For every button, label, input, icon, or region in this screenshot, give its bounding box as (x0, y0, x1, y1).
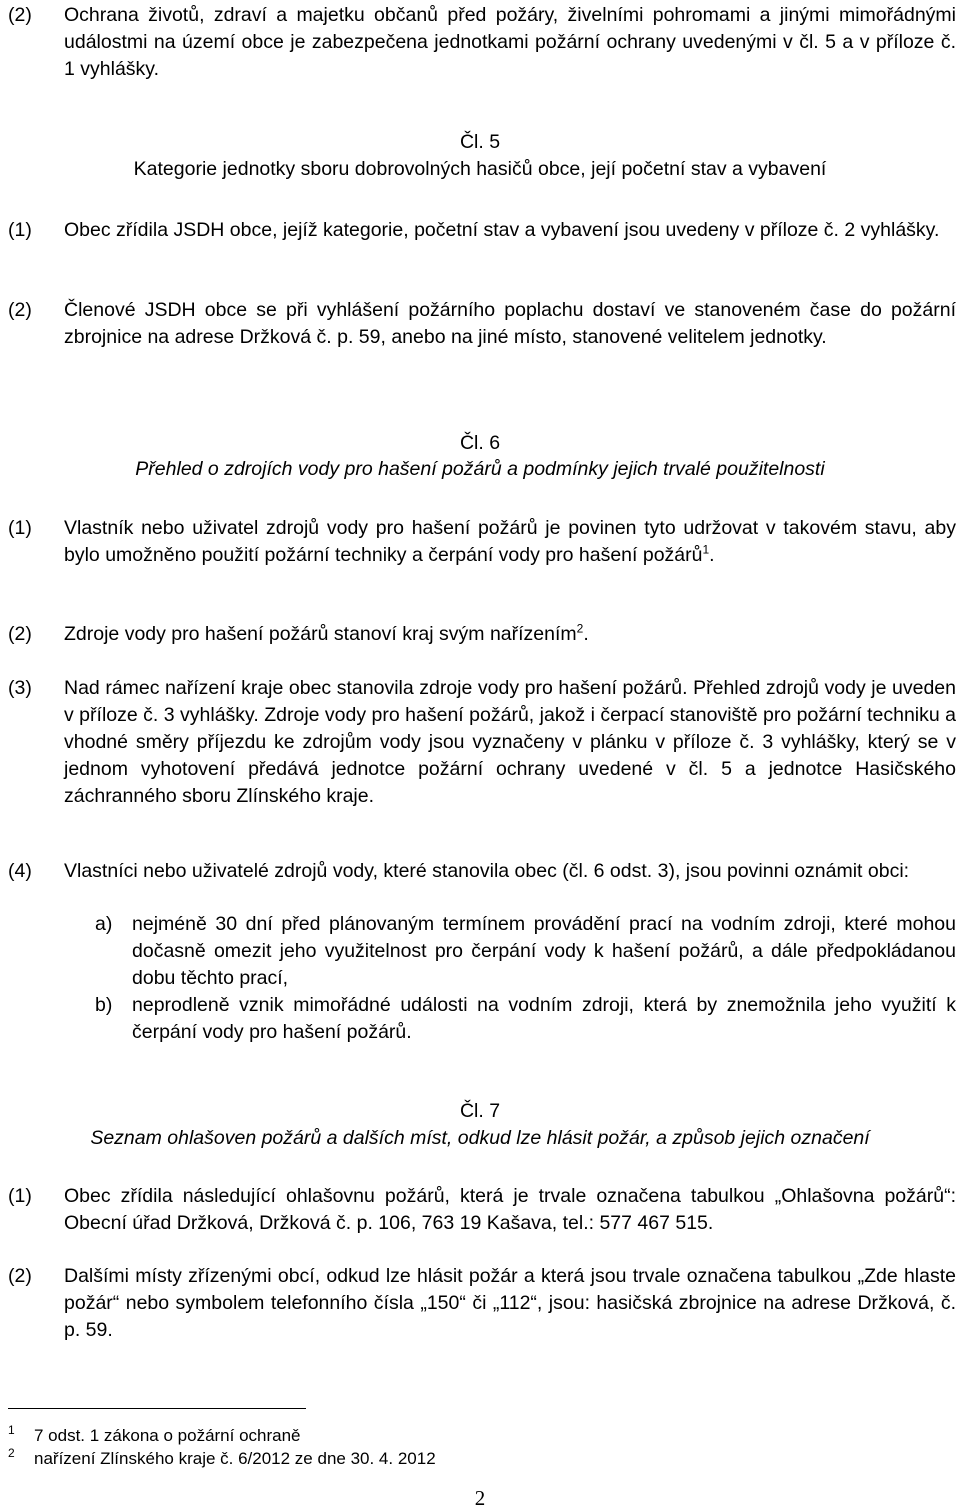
paragraph-text-end: . (709, 544, 715, 566)
paragraph-number: (1) (8, 1185, 32, 1207)
paragraph-text-end: . (583, 623, 589, 645)
paragraph-text-body: Zdroje vody pro hašení požárů stanoví kraj svým nařízením (64, 623, 577, 645)
article-6-paragraph-4 (8, 858, 956, 885)
article-6-number: Čl. 6 (459, 432, 501, 454)
article-6-title: Přehled o zdrojích vody pro hašení požárů a podmínky jejich trvalé použitelnosti (135, 458, 825, 480)
footnote-text: 7 odst. 1 zákona o požární ochraně (34, 1426, 301, 1445)
footnote-mark: 1 (8, 1423, 15, 1437)
list-item-text: neprodleně vznik mimořádné události na vodním zdroji, která by znemožnila jeho využití k čerpání vody pro hašení požárů. (132, 994, 956, 1043)
paragraph-number: (1) (8, 219, 32, 241)
paragraph-text: Nad rámec nařízení kraje obec stanovila zdroje vody pro hašení požárů. Přehled zdrojů vody je uveden v příloze č. 3 vyhlášky. Zdroje vody pro hašení požárů, jakož i čerpací stanoviště pro požární techniku a vhodné směry příjezdu ke zdrojům vody jsou vyznačeny v plánku v příloze č. 3 vyhlášky, který se v jednom vyhotovení předává jednotce požární ochrany uvedené v čl. 5 a jednotce Hasičského záchranného sboru Zlínského kraje. (64, 677, 956, 807)
article-5-paragraph-1 (8, 217, 956, 244)
paragraph-text (64, 621, 956, 648)
paragraph-number: (3) (8, 677, 32, 699)
article-5-paragraph-2 (8, 297, 956, 351)
article-6-paragraph-4-item-b (95, 992, 956, 1046)
article-5-number: Čl. 5 (459, 131, 501, 153)
article-7-paragraph-2 (8, 1263, 956, 1344)
paragraph-text: Ochrana životů, zdraví a majetku občanů před požáry, živelními pohromami a jinými mimořádnými událostmi na území obce je zabezpečena jednotkami požární ochrany uvedenými v čl. 5 a v příloze č. 1 vyhlášky. (64, 4, 956, 80)
paragraph-number: (2) (8, 1265, 32, 1287)
paragraph-text-body: Vlastník nebo uživatel zdrojů vody pro hašení požárů je povinen tyto udržovat v takovém stavu, aby bylo umožněno použití požární techniky a čerpání vody pro hašení požárů (64, 517, 956, 566)
paragraph-number: (4) (8, 860, 32, 882)
paragraph-number: (2) (8, 623, 32, 645)
article-6-paragraph-3 (8, 675, 956, 810)
paragraph-text: Dalšími místy zřízenými obcí, odkud lze hlásit požár a která jsou trvale označena tabulkou „Zde hlaste požár“ nebo symbolem telefonního čísla „150“ či „112“, jsou: hasičská zbrojnice na adrese Držková, č. p. 59. (64, 1265, 956, 1341)
footnote-2 (8, 1448, 436, 1470)
paragraph-number: (2) (8, 4, 32, 26)
page-number: 2 (474, 1486, 486, 1510)
list-item-text: nejméně 30 dní před plánovaným termínem provádění prací na vodním zdroji, které mohou dočasně omezit jeho využitelnost pro čerpání vody k hašení požárů, a dále předpokládanou dobu těchto prací, (132, 913, 956, 989)
footnote-ref-1: 1 (702, 542, 710, 557)
list-item-marker: a) (95, 913, 113, 935)
paragraph-text (64, 515, 956, 569)
list-item-marker: b) (95, 994, 113, 1016)
paragraph-text: Vlastníci nebo uživatelé zdrojů vody, které stanovila obec (čl. 6 odst. 3), jsou povinni oznámit obci: (64, 860, 910, 882)
article-5-title: Kategorie jednotky sboru dobrovolných hasičů obce, její početní stav a vybavení (133, 158, 827, 180)
article-6-paragraph-2 (8, 621, 956, 648)
intro-paragraph-2 (8, 2, 956, 83)
paragraph-text: Obec zřídila JSDH obce, jejíž kategorie, početní stav a vybavení jsou uvedeny v příloze č. 2 vyhlášky. (64, 219, 940, 241)
footnote-ref-2: 2 (576, 621, 584, 636)
article-6-paragraph-4-item-a (95, 911, 956, 992)
article-7-paragraph-1 (8, 1183, 956, 1237)
paragraph-number: (1) (8, 517, 32, 539)
paragraph-number: (2) (8, 299, 32, 321)
article-7-title: Seznam ohlašoven požárů a dalších míst, odkud lze hlásit požár, a způsob jejich označení (90, 1127, 870, 1149)
footnote-text: nařízení Zlínského kraje č. 6/2012 ze dne 30. 4. 2012 (34, 1449, 436, 1468)
paragraph-text: Obec zřídila následující ohlašovnu požárů, která je trvale označena tabulkou „Ohlašovna požárů“: Obecní úřad Držková, Držková č. p. 106, 763 19 Kašava, tel.: 577 467 515. (64, 1185, 956, 1234)
footnote-1 (8, 1425, 301, 1447)
article-7-number: Čl. 7 (459, 1100, 501, 1122)
footnote-separator (8, 1408, 306, 1409)
footnote-mark: 2 (8, 1446, 15, 1460)
article-6-paragraph-1 (8, 515, 956, 569)
paragraph-text: Členové JSDH obce se při vyhlášení požárního poplachu dostaví ve stanoveném čase do požární zbrojnice na adrese Držková č. p. 59, anebo na jiné místo, stanovené velitelem jednotky. (64, 299, 956, 348)
